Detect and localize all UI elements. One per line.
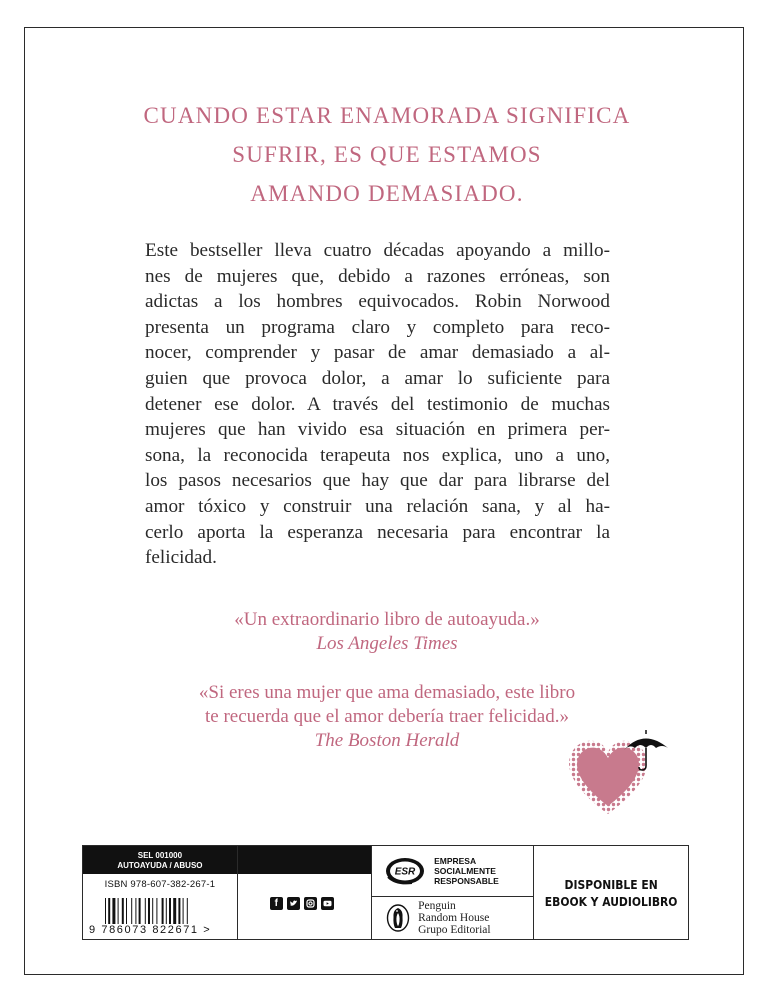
review-quote-1	[60, 608, 714, 656]
synopsis-line: adictas a los hombres equivocados. Robin Norwood	[145, 291, 610, 313]
synopsis-line: guien que provoca dolor, a amar lo suficiente para	[145, 367, 610, 389]
barcode-stripe	[187, 898, 188, 924]
esr-line: EMPRESA	[434, 856, 477, 866]
esr-line: RESPONSABLE	[434, 876, 499, 886]
publisher-panel	[372, 846, 534, 939]
headline-line: AMANDO DEMASIADO.	[250, 181, 524, 206]
esr-line: SOCIALMENTE	[434, 866, 496, 876]
facebook-icon[interactable]: f	[270, 897, 283, 910]
barcode-stripe	[166, 898, 167, 924]
quote-text: te recuerda que el amor debería traer felicidad.»	[205, 706, 569, 727]
social-panel	[238, 846, 372, 939]
publisher-line: Random House	[418, 912, 490, 924]
barcode-panel	[83, 846, 238, 939]
barcode-stripe	[145, 898, 146, 924]
quote-text: «Si eres una mujer que ama demasiado, este libro	[198, 682, 576, 703]
quote-source: Los Angeles Times	[316, 633, 458, 654]
headline-line: CUANDO ESTAR ENAMORADA SIGNIFICA	[143, 103, 631, 128]
publisher-line: Grupo Editorial	[418, 924, 491, 936]
quote-source: The Boston Herald	[314, 730, 460, 751]
synopsis-line: mujeres que han vivido esa situación en primera per-	[145, 419, 610, 441]
publisher-name	[418, 900, 491, 936]
barcode-stripe	[112, 898, 115, 924]
esr-logo-icon	[384, 855, 426, 887]
synopsis-line: cerlo aporta la esperanza necesaria para encontrar la	[145, 521, 610, 543]
barcode-stripe	[126, 898, 127, 924]
synopsis-line: los pasos necesarios que hay que dar para librarse del	[145, 470, 610, 492]
synopsis-line: felicidad.	[145, 547, 217, 569]
barcode-stripe	[118, 898, 119, 924]
instagram-icon[interactable]	[304, 897, 317, 910]
barcode-stripe	[148, 898, 150, 924]
isbn-text: ISBN 978-607-382-267-1	[104, 879, 216, 890]
quote-text: «Un extraordinario libro de autoayuda.»	[234, 609, 540, 630]
synopsis-line: sona, la reconocida terapeuta nos explica, uno a uno,	[145, 444, 610, 466]
synopsis-line: detener ese dolor. A través del testimonio de muchas	[145, 393, 610, 415]
availability-text	[545, 876, 678, 910]
barcode-stripe	[139, 898, 141, 924]
barcode-stripe	[173, 898, 176, 924]
synopsis-line: presenta un programa claro y completo para reco-	[145, 316, 610, 338]
barcode-stripe	[169, 898, 171, 924]
barcode-stripe	[131, 898, 132, 924]
esr-logo-text: ESR	[394, 866, 416, 878]
barcode-stripe	[152, 898, 153, 924]
barcode-number: 9 786073 822671 >	[89, 924, 212, 936]
barcode-stripe	[135, 898, 136, 924]
heart-umbrella-icon	[566, 722, 674, 822]
barcode-stripe	[156, 898, 157, 924]
barcode-stripe	[122, 898, 124, 924]
sel-code: SEL 001000	[137, 851, 183, 860]
barcode-stripe	[105, 898, 106, 924]
social-header-band	[238, 846, 371, 874]
esr-badge	[372, 846, 533, 897]
barcode-stripe	[178, 898, 180, 924]
availability-panel	[534, 846, 688, 939]
penguin-logo-icon	[386, 904, 410, 932]
availability-line: EBOOK Y AUDIOLIBRO	[544, 893, 678, 909]
social-icons	[270, 897, 334, 910]
esr-label	[434, 856, 499, 886]
barcode-icon	[105, 898, 221, 924]
synopsis	[145, 238, 610, 571]
youtube-icon[interactable]	[321, 897, 334, 910]
synopsis-line: Este bestseller lleva cuatro décadas apoyando a millo-	[145, 240, 610, 261]
twitter-icon[interactable]	[287, 897, 300, 910]
penguin-random-house	[372, 897, 533, 939]
barcode-stripe	[108, 898, 110, 924]
category-text: AUTOAYUDA / ABUSO	[117, 861, 203, 870]
synopsis-line: nocer, comprender y pasar de amar demasiado a al-	[145, 342, 610, 364]
synopsis-line: amor tóxico y construir una relación sana, y al ha-	[145, 495, 610, 517]
headline	[60, 96, 714, 213]
barcode-stripe	[162, 898, 164, 924]
synopsis-line: nes de mujeres que, debido a razones erróneas, son	[145, 265, 610, 287]
back-cover-footer	[82, 845, 689, 940]
publisher-line: Penguin	[418, 900, 456, 912]
barcode-stripe	[183, 898, 184, 924]
category-label	[83, 846, 237, 874]
headline-line: SUFRIR, ES QUE ESTAMOS	[232, 142, 542, 167]
availability-line: DISPONIBLE EN	[564, 876, 658, 892]
